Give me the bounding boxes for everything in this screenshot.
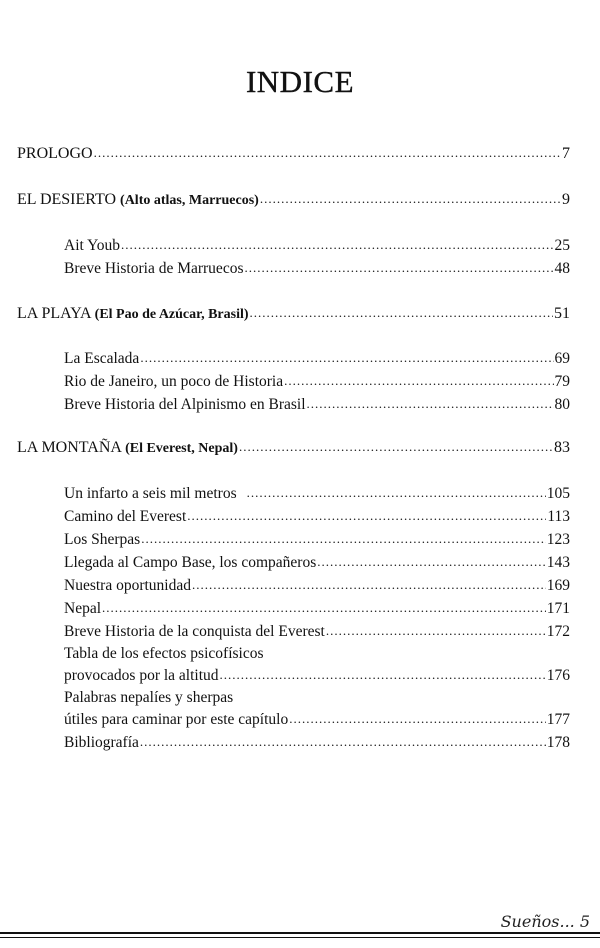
toc-entry-alpinismo-brasil (64, 395, 570, 415)
toc-page-number: 83 (554, 439, 570, 456)
toc-entry-ait-youb (64, 236, 570, 256)
toc-page-number: 25 (554, 237, 570, 254)
dot-leader (247, 483, 546, 503)
toc-entry-label (17, 304, 249, 325)
toc-entry-bibliografia (64, 733, 570, 753)
dot-leader (307, 394, 554, 414)
toc-entry-palabras-line2 (64, 710, 570, 730)
toc-chapter-title: LA MONTAÑA (17, 439, 126, 456)
toc-chapter-subtitle: (El Everest, Nepal) (125, 441, 238, 456)
toc-entry-label (17, 438, 238, 459)
toc-entry-historia-marruecos (64, 259, 570, 279)
toc-entry-conquista-everest (64, 622, 570, 642)
toc-page-number: 105 (546, 485, 570, 502)
dot-leader (284, 371, 553, 391)
toc-entry-el-desierto (17, 190, 570, 211)
toc-page-number: 69 (554, 350, 570, 367)
toc-entry-infarto (64, 484, 570, 504)
toc-entry-rio-de-janeiro (64, 372, 570, 392)
toc-entry-prologo (17, 144, 570, 164)
toc-entry-label: útiles para caminar por este capítulo (64, 711, 289, 728)
toc-entry-label: Nuestra oportunidad (64, 577, 191, 594)
dot-leader (192, 575, 546, 595)
dot-leader (326, 621, 546, 641)
dot-leader (317, 552, 546, 572)
toc-entry-label (17, 190, 259, 211)
dot-leader (140, 732, 546, 752)
dot-leader (140, 348, 553, 368)
toc-entry-label: PROLOGO (17, 145, 93, 162)
toc-entry-label: La Escalada (64, 350, 140, 367)
toc-entry-label: provocados por la altitud (64, 667, 219, 684)
toc-page-number: 123 (546, 531, 570, 548)
toc-entry-label: Un infarto a seis mil metros (64, 485, 237, 502)
toc-page-number: 172 (546, 623, 570, 640)
toc-entry-label: Nepal (64, 600, 102, 617)
toc-entry-tabla-line2 (64, 666, 570, 686)
toc-page-number: 79 (554, 373, 570, 390)
toc-entry-label: Breve Historia de la conquista del Everest (64, 623, 325, 640)
toc-page-number: 176 (546, 667, 570, 684)
toc-page-number: 169 (546, 577, 570, 594)
page-title: INDICE (245, 64, 355, 99)
toc-entry-la-montana (17, 438, 570, 459)
dot-leader (289, 709, 546, 729)
dot-leader (121, 235, 554, 255)
toc-chapter-title: LA PLAYA (17, 305, 95, 322)
toc-chapter-subtitle: (Alto atlas, Marruecos) (120, 193, 259, 208)
dot-leader (250, 303, 553, 323)
toc-page-number: 113 (547, 508, 570, 525)
dot-leader (94, 143, 561, 163)
toc-page-number: 143 (546, 554, 570, 571)
dot-leader (141, 529, 546, 549)
toc-entry-label: Llegada al Campo Base, los compañeros (64, 554, 317, 571)
dot-leader (239, 437, 553, 457)
toc-entry-la-playa (17, 304, 570, 325)
footer-page-label: Sueños... 5 (500, 912, 590, 931)
footer-rule-thin (0, 937, 600, 938)
toc-page-number: 178 (546, 734, 570, 751)
toc-entry-label: Breve Historia del Alpinismo en Brasil (64, 396, 306, 413)
dot-leader (220, 665, 546, 685)
toc-entry-label: Camino del Everest (64, 508, 187, 525)
toc-entry-camino-everest (64, 507, 570, 527)
toc-page-number: 171 (546, 600, 570, 617)
toc-entry-label: Bibliografía (64, 734, 139, 751)
footer-rule-thick (0, 932, 600, 934)
toc-entry-label: Rio de Janeiro, un poco de Historia (64, 373, 284, 390)
dot-leader (187, 506, 546, 526)
dot-leader (244, 258, 553, 278)
toc-page-number: 80 (554, 396, 570, 413)
toc-entry-label: Tabla de los efectos psicofísicos (64, 645, 264, 662)
toc-entry-la-escalada (64, 349, 570, 369)
toc-page-number: 48 (554, 260, 570, 277)
toc-entry-nepal (64, 599, 570, 619)
toc-chapter-subtitle: (El Pao de Azúcar, Brasil) (94, 307, 249, 322)
toc-page-number: 7 (562, 145, 570, 162)
toc-entry-palabras-line1 (64, 688, 570, 708)
toc-entry-oportunidad (64, 576, 570, 596)
toc-page-number: 51 (554, 305, 570, 322)
toc-entry-label: Ait Youb (64, 237, 120, 254)
toc-entry-campo-base (64, 553, 570, 573)
toc-entry-label: Palabras nepalíes y sherpas (64, 689, 234, 706)
toc-page-number: 177 (546, 711, 570, 728)
toc-page-number: 9 (562, 191, 570, 208)
toc-entry-tabla-line1 (64, 644, 570, 664)
toc-entry-label: Breve Historia de Marruecos (64, 260, 244, 277)
toc-chapter-title: EL DESIERTO (17, 191, 121, 208)
dot-leader (260, 189, 561, 209)
toc-entry-sherpas (64, 530, 570, 550)
dot-leader (102, 598, 546, 618)
toc-entry-label: Los Sherpas (64, 531, 141, 548)
